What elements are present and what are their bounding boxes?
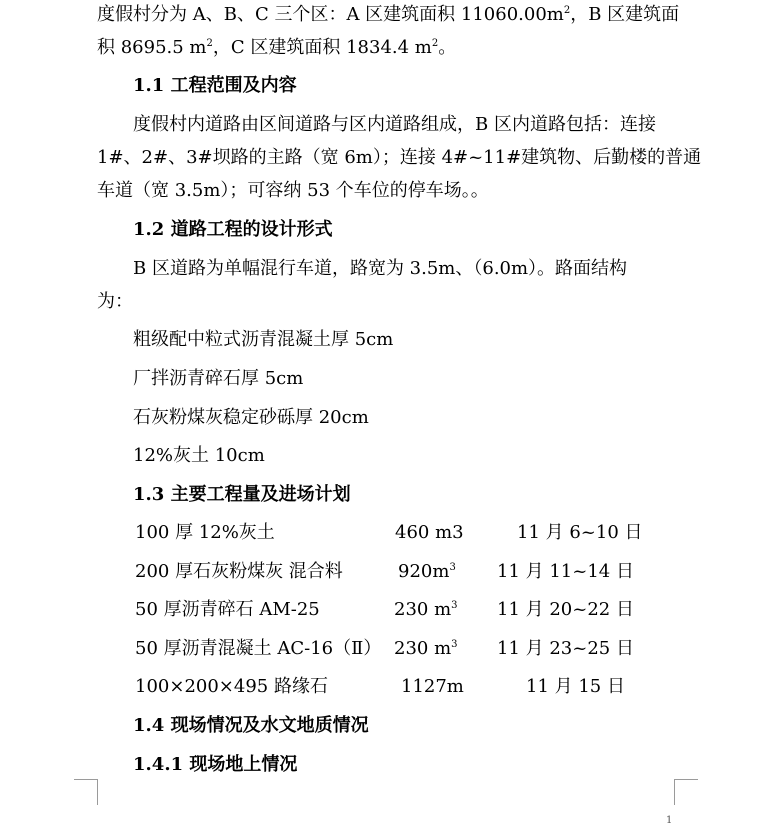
schedule-qty: $920m^3$ [398, 561, 456, 582]
schedule-qty: 1127m [401, 676, 464, 697]
schedule-date: 11 月 6~10 日 [517, 522, 643, 543]
crop-mark-bottom-left [74, 779, 98, 805]
crop-mark-bottom-right [674, 779, 698, 805]
schedule-item: 100×200×495 路缘石 [135, 676, 328, 697]
schedule-item: 100 厚 12%灰土 [135, 522, 275, 543]
schedule-date: 11 月 20~22 日 [497, 599, 634, 620]
schedule-item: 50 厚沥青碎石 AM-25 [135, 599, 320, 620]
schedule-qty: 230 $m^3$ [394, 638, 458, 659]
schedule-date: 11 月 11~14 日 [497, 561, 634, 582]
intro-text: ，C 区建筑面积 1834.4 m [212, 37, 432, 58]
schedule-item: 50 厚沥青混凝土 AC-16（Ⅱ） [135, 638, 382, 659]
schedule-item: 200 厚石灰粉煤灰 混合料 [135, 561, 343, 582]
paragraph-line: 1#、2#、3#坝路的主路（宽 6m）；连接 4#~11#建筑物、后勤楼的普通 [97, 147, 702, 168]
superscript: 2 [206, 38, 213, 49]
schedule-date: 11 月 15 日 [526, 676, 625, 697]
heading-1-3: 1.3 主要工程量及进场计划 [133, 484, 351, 505]
superscript: 2 [431, 38, 439, 49]
schedule-qty: 460 m3 [395, 522, 464, 543]
intro-text: 度假村分为 A、B、C 三个区：A 区建筑面积 11060.00m [97, 4, 564, 25]
schedule-qty: 230 $m^3$ [394, 599, 458, 620]
layer-item: 厂拌沥青碎石厚 5cm [133, 368, 304, 389]
schedule-date: 11 月 23~25 日 [497, 638, 634, 659]
layer-item: 石灰粉煤灰稳定砂砾厚 20cm [133, 407, 369, 428]
superscript: 2 [563, 5, 571, 16]
paragraph-line: 度假村内道路由区间道路与区内道路组成，B 区内道路包括：连接 [133, 114, 656, 135]
paragraph-line: 车道（宽 3.5m）；可容纳 53 个车位的停车场。。 [97, 180, 489, 201]
paragraph-line: B 区道路为单幅混行车道，路宽为 3.5m、（6.0m）。路面结构 [133, 258, 628, 279]
heading-1-4: 1.4 现场情况及水文地质情况 [133, 715, 369, 736]
intro-line-2 [97, 36, 456, 60]
intro-text: 。 [438, 37, 457, 58]
heading-1-2: 1.2 道路工程的设计形式 [133, 219, 333, 240]
intro-text: 积 8695.5 m [97, 37, 207, 58]
layer-item: 12%灰土 10cm [133, 445, 265, 466]
heading-1-1: 1.1 工程范围及内容 [133, 75, 297, 96]
intro-text: ，B 区建筑面 [570, 4, 680, 25]
layer-item: 粗级配中粒式沥青混凝土厚 5cm [133, 329, 394, 350]
intro-line-1 [97, 3, 679, 27]
heading-1-4-1: 1.4.1 现场地上情况 [133, 754, 298, 775]
page-number: 1 [666, 815, 673, 826]
paragraph-line: 为： [97, 291, 133, 312]
